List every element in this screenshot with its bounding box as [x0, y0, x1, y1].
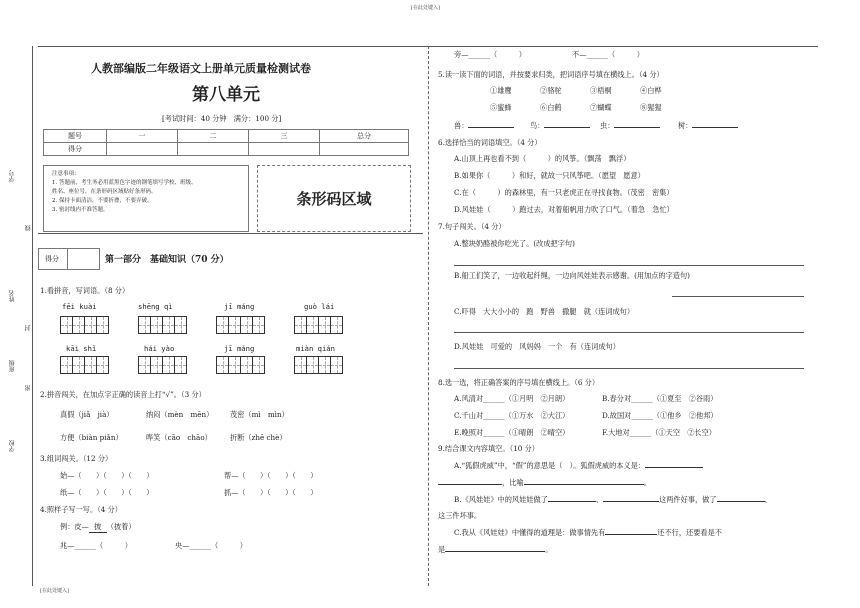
notice-item: 1. 答题前，考生务必用蓝黑色字迹的钢笔填写学校、班级、 — [52, 180, 197, 186]
q2-item: 茂密（mì mìn） — [230, 410, 289, 419]
q4-example-hint: （披着） — [106, 522, 136, 531]
q9-c-text: 还不行，还要看是不 — [657, 528, 722, 537]
q5-category-label: 兽： — [454, 121, 469, 130]
section-score-label: 得分 — [45, 255, 59, 263]
unit-title: 第八单元 — [192, 85, 260, 105]
q5-word: ⑧猩猩 — [640, 103, 662, 112]
side-label-secret: 密 — [25, 385, 32, 391]
q7-item: B.船工们笑了，一边收起纤绳，一边向风娃娃表示感谢。(用加点的字造句) — [454, 271, 690, 280]
q4-continued[interactable]: 旁—______（ ） — [454, 50, 526, 59]
section-score-box — [38, 248, 100, 270]
side-label-seal: 封 — [25, 325, 32, 331]
q5-word: ④白桦 — [640, 86, 662, 95]
section-rule — [38, 233, 423, 234]
writing-grid[interactable] — [216, 316, 265, 334]
score-cell[interactable] — [178, 143, 249, 156]
q2-item: 方便（biàn piǎn） — [60, 433, 123, 442]
q4-item[interactable]: 央—______（ ） — [175, 541, 247, 550]
q6-item[interactable]: D.风娃娃（ ）跑过去，对着船帆用力吹了口气。（着急 急忙） — [454, 205, 674, 214]
q1-title: 1.看拼音，写词语。（8 分） — [40, 286, 130, 295]
q9-c-line1[interactable] — [454, 528, 722, 538]
footer-note: [在此处键入] — [40, 588, 69, 594]
q8-item[interactable]: E.晚照对______（①晴朗 ②晴空） — [454, 428, 570, 437]
q3-item[interactable]: 纸—（ ）（ ）（ ） — [60, 488, 154, 497]
q8-item[interactable]: D.故国对______（①他乡 ②他邦） — [602, 411, 718, 420]
q2-title: 2.拼音闯关，在加点字正确的读音上打“√”。（3 分） — [40, 390, 206, 399]
q4-example-answer: 披 — [89, 522, 107, 533]
q5-title: 5.读一读下面的词语，并按要求归类，把词语序号填在横线上。（4 分） — [438, 70, 664, 79]
q5-category[interactable] — [454, 121, 514, 131]
barcode-area — [257, 165, 411, 232]
answer-line[interactable] — [454, 332, 804, 333]
q9-title: 9.结合课文内容填空。（10 分） — [438, 444, 539, 453]
writing-grid[interactable] — [294, 316, 343, 334]
score-table-header: 总分 — [320, 130, 409, 143]
header-note: [在此处键入] — [411, 5, 440, 11]
side-label-student-id: 学号 — [9, 170, 16, 182]
q9-a-line1[interactable] — [454, 461, 703, 471]
score-table-header: 二 — [178, 130, 249, 143]
q2-item: 折断（zhē chè） — [230, 433, 287, 442]
q5-word: ⑥白鹤 — [540, 103, 562, 112]
q3-title: 3.组词闯关。（12 分） — [40, 454, 113, 463]
writing-grid[interactable] — [294, 356, 343, 374]
q7-item: C.吓得 大大小小的 跑 野兽 撒腿 就（连词成句） — [454, 307, 635, 316]
exam-title: 人教部编版二年级语文上册单元质量检测试卷 — [91, 62, 311, 75]
q8-title: 8.选一选，将正确答案的序号填在横线上。（6 分） — [438, 378, 600, 387]
q5-word: ②骆驼 — [540, 86, 562, 95]
exam-info: [考试时间：40 分钟 满分：100 分] — [162, 114, 282, 123]
score-table-label: 得分 — [44, 143, 107, 156]
writing-grid[interactable] — [60, 316, 109, 334]
q9-c-text: C.我从《风娃娃》中懂得的道理是：做事情先有 — [454, 528, 606, 537]
q9-b-line2: 这三件坏事。 — [438, 511, 482, 520]
q2-item: 真假（jiǎ jià） — [60, 410, 114, 419]
q8-item[interactable]: C.千山对______（①万水 ②大江） — [454, 411, 570, 420]
notice-item: 3. 密封线内不准答题。 — [52, 207, 109, 213]
score-cell[interactable] — [320, 143, 409, 156]
q9-b-text: 这两件好事，做了 — [659, 495, 717, 504]
q9-c-line2[interactable]: 是 。 — [438, 545, 553, 554]
section-score-divider — [67, 249, 68, 269]
q4-continued[interactable]: 不—______（ ） — [572, 50, 644, 59]
notice-heading: 注意事项： — [52, 171, 80, 177]
pinyin: jī máng — [224, 344, 255, 353]
q5-category[interactable] — [530, 121, 590, 131]
notice-item: 姓名、座位号，在条形码区域贴好条形码。 — [52, 189, 157, 195]
barcode-label: 条形码区域 — [296, 190, 372, 208]
q5-category[interactable] — [678, 121, 738, 131]
pinyin: fēi kuài — [62, 302, 97, 311]
answer-line[interactable] — [672, 296, 804, 297]
section-title: 第一部分 基础知识（70 分） — [105, 255, 229, 265]
q5-word: ①雄鹰 — [490, 86, 512, 95]
q6-item[interactable]: A.山顶上再也看不到（ ）的风筝。（飘荡 飘浮） — [454, 154, 631, 163]
q9-b-line1[interactable]: B.《风娃娃》中的风娃娃做了 、 这两件好事，做了 、 — [454, 495, 772, 504]
writing-grid[interactable] — [138, 356, 187, 374]
answer-line[interactable] — [454, 368, 804, 369]
q5-word: ③梧桐 — [590, 86, 612, 95]
side-label-name: 姓名 — [9, 290, 16, 302]
q8-item[interactable]: A.风清对______（①月明 ②月朗） — [454, 394, 570, 403]
q9-a-text: A.“狐假虎威”中，“假”的意思是（ ）。狐假虎威的本义是： — [454, 461, 646, 470]
q9-a-text: ，比喻 — [502, 478, 524, 487]
score-table-header: 题号 — [44, 130, 107, 143]
q8-item[interactable]: B.春分对______（①夏至 ②谷雨） — [602, 394, 718, 403]
q6-title: 6.选择恰当的词语填空。（4 分） — [438, 138, 542, 147]
q5-category-label: 虫： — [600, 121, 615, 130]
q8-item[interactable]: F.大地对______（①天空 ②长空） — [602, 428, 716, 437]
q4-item[interactable]: 兆—______（ ） — [60, 541, 132, 550]
answer-line[interactable] — [454, 265, 804, 266]
score-table — [43, 129, 409, 156]
q9-c-text: 是 — [438, 545, 446, 554]
q7-item: A.整块奶酪被你吃光了。(改成把字句) — [454, 239, 575, 248]
q9-a-line2[interactable]: ，比喻 。 — [438, 478, 651, 488]
q3-item[interactable]: 抓—（ ）（ ）（ ） — [224, 488, 318, 497]
q3-item[interactable]: 始—（ ）（ ）（ ） — [60, 471, 154, 480]
pinyin: guò lái — [304, 302, 335, 311]
q5-category-label: 鸟： — [530, 121, 545, 130]
q5-category-label: 树： — [678, 121, 693, 130]
score-cell[interactable] — [249, 143, 320, 156]
side-label-class: 班级 — [9, 360, 16, 372]
q3-item[interactable]: 帮—（ ）（ ）（ ） — [224, 471, 318, 480]
writing-grid[interactable] — [60, 356, 109, 374]
q5-category[interactable] — [600, 121, 660, 131]
score-table-header: 三 — [249, 130, 320, 143]
q4-example — [60, 522, 136, 533]
writing-grid[interactable] — [216, 356, 265, 374]
q6-item[interactable]: C.在（ ）的森林里，有一只老虎正在寻找食物。（茂密 密集） — [454, 188, 674, 197]
notice-item: 2. 保持卡面清洁，不要折叠，不要弄破。 — [52, 198, 153, 204]
q9-b-text: B.《风娃娃》中的风娃娃做了 — [454, 495, 548, 504]
column-divider — [428, 46, 429, 586]
pinyin: miàn qián — [296, 344, 335, 353]
seal-line — [32, 46, 33, 586]
q2-item: 纳闷（mèn mēn） — [146, 410, 214, 419]
q5-word: ⑦蝴蝶 — [590, 103, 612, 112]
q2-item: 哗笑（cāo chāo） — [146, 433, 212, 442]
q6-item[interactable]: B.如果你（ ）和好，就故一只风筝吧。（愿望 愿意） — [454, 171, 645, 180]
score-cell[interactable] — [107, 143, 178, 156]
side-label-line: 线 — [25, 225, 32, 231]
q4-example-prompt: 例：皮— — [60, 522, 89, 531]
q7-item: D.风娃娃 可爱的 风妈妈 一个 有（连词成句） — [454, 342, 620, 351]
q7-title: 7.句子闯关。（4 分） — [438, 222, 506, 231]
notice-box — [43, 165, 249, 232]
pinyin: kāi shǐ — [66, 344, 97, 353]
score-table-header: 一 — [107, 130, 178, 143]
q4-title: 4.照样子写一写。（4 分） — [40, 505, 122, 514]
q5-word: ⑤蜜蜂 — [490, 103, 512, 112]
writing-grid[interactable] — [138, 316, 187, 334]
pinyin: jī máng — [224, 302, 255, 311]
side-label-school: 学校 — [9, 440, 16, 452]
pinyin: hái yào — [144, 344, 175, 353]
pinyin: shēng qì — [138, 302, 173, 311]
